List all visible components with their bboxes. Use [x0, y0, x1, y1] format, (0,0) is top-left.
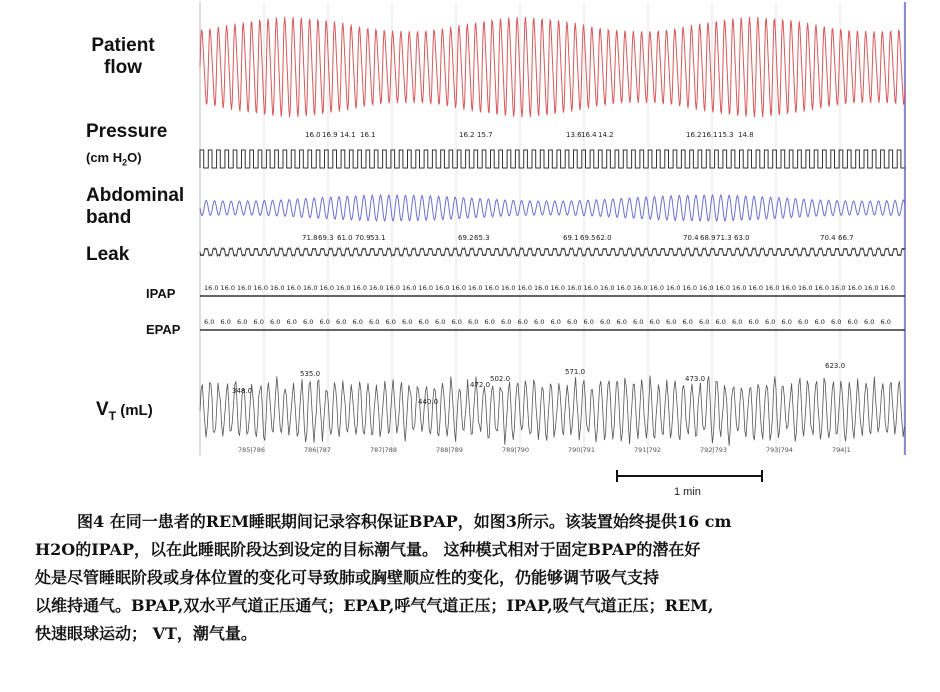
epap-value-label: 6.0	[336, 318, 347, 326]
caption-line-1: 图4 在同一患者的REM睡眠期间记录容积保证BPAP，如图3所示。该装置始终提供16 cm	[77, 512, 732, 531]
epap-value-label: 6.0	[715, 318, 726, 326]
ipap-value-label: 16.0	[501, 284, 516, 292]
ipap-value-label: 16.0	[352, 284, 367, 292]
epap-value-label: 6.0	[583, 318, 594, 326]
epap-value-label: 6.0	[765, 318, 776, 326]
ipap-value-label: 16.0	[864, 284, 879, 292]
patient-flow-label-line1: Patient	[91, 35, 155, 56]
epap-value-label: 6.0	[237, 318, 248, 326]
pressure-unit-label: (cm $H_2O$)	[86, 150, 142, 168]
epap-value-label: 6.0	[616, 318, 627, 326]
ipap-value-label: 16.0	[880, 284, 895, 292]
ipap-value-label: 16.0	[798, 284, 813, 292]
ipap-value-label: 16.0	[468, 284, 483, 292]
abdominal-band-label	[86, 185, 184, 229]
leak-value-label: 61.0	[337, 234, 353, 242]
ipap-value-label: 16.0	[814, 284, 829, 292]
vt-value-label: 440.0	[418, 398, 439, 406]
pressure-value-label: 16.4	[581, 131, 597, 139]
leak-value-label: 71.8	[302, 234, 318, 242]
epap-value-label: 6.0	[864, 318, 875, 326]
epap-value-label: 6.0	[699, 318, 710, 326]
epap-value-label: 6.0	[418, 318, 429, 326]
ipap-value-label: 16.0	[484, 284, 499, 292]
epap-value-label: 6.0	[880, 318, 891, 326]
leak-label: Leak	[86, 244, 130, 265]
ipap-value-label: 16.0	[517, 284, 532, 292]
leak-value-label: 71.3	[716, 234, 732, 242]
abdominal-band-trace	[200, 195, 905, 221]
leak-value-label: 65.3	[474, 234, 490, 242]
leak-value-label: 69.2	[458, 234, 474, 242]
time-mark-label: 786|787	[304, 446, 332, 454]
ipap-value-label: 16.0	[732, 284, 747, 292]
vt-value-label: 473.0	[685, 375, 706, 383]
pressure-value-label: 14.8	[738, 131, 754, 139]
pressure-value-label: 15.7	[477, 131, 493, 139]
epap-value-label: 6.0	[814, 318, 825, 326]
patient-flow-trace	[200, 17, 905, 117]
epap-value-label: 6.0	[600, 318, 611, 326]
leak-value-label: 68.9	[700, 234, 716, 242]
epap-value-label: 6.0	[501, 318, 512, 326]
ipap-value-label: 16.0	[781, 284, 796, 292]
epap-value-label: 6.0	[220, 318, 231, 326]
ipap-value-label: 16.0	[204, 284, 219, 292]
ipap-value-label: 16.0	[748, 284, 763, 292]
ipap-value-label: 16.0	[567, 284, 582, 292]
epap-value-label: 6.0	[385, 318, 396, 326]
epap-value-label: 6.0	[847, 318, 858, 326]
time-mark-label: 791|792	[634, 446, 662, 454]
time-mark-label: 788|789	[436, 446, 464, 454]
epap-value-label: 6.0	[550, 318, 561, 326]
vt-label: $V_T$ (mL)	[96, 399, 153, 423]
leak-value-label: 69.5	[580, 234, 596, 242]
pressure-value-label: 16.1	[360, 131, 376, 139]
ipap-value-label: 16.0	[385, 284, 400, 292]
ipap-value-label: 16.0	[633, 284, 648, 292]
time-mark-label: 790|791	[568, 446, 596, 454]
patient-flow-label-line2: flow	[104, 57, 142, 78]
time-mark-label: 789|790	[502, 446, 530, 454]
leak-value-label: 70.4	[683, 234, 699, 242]
leak-value-label: 69.1	[563, 234, 579, 242]
figure-caption	[35, 508, 915, 648]
pressure-value-label: 16.2	[686, 131, 702, 139]
pressure-value-label: 13.6	[566, 131, 582, 139]
abdominal-label-line1: Abdominal	[86, 185, 185, 206]
epap-value-label: 6.0	[402, 318, 413, 326]
epap-value-label: 6.0	[369, 318, 380, 326]
epap-value-label: 6.0	[732, 318, 743, 326]
ipap-value-label: 16.0	[418, 284, 433, 292]
pressure-value-label: 16.9	[322, 131, 338, 139]
leak-value-label: 66.7	[838, 234, 854, 242]
patient-flow-label	[88, 35, 158, 79]
epap-value-label: 6.0	[352, 318, 363, 326]
leak-value-label: 63.0	[734, 234, 750, 242]
ipap-value-label: 16.0	[649, 284, 664, 292]
ipap-value-label: 16.0	[270, 284, 285, 292]
epap-value-label: 6.0	[204, 318, 215, 326]
caption-line-2: H2O的IPAP，以在此睡眠阶段达到设定的目标潮气量。 这种模式相对于固定BPAP的潜在好	[35, 540, 701, 559]
epap-value-label: 6.0	[798, 318, 809, 326]
leak-value-label: 62.0	[596, 234, 612, 242]
leak-trace	[200, 248, 905, 256]
pressure-value-label: 15.3	[718, 131, 734, 139]
epap-value-label: 6.0	[484, 318, 495, 326]
epap-value-label: 6.0	[319, 318, 330, 326]
epap-value-label: 6.0	[270, 318, 281, 326]
epap-value-label: 6.0	[286, 318, 297, 326]
epap-value-label: 6.0	[468, 318, 479, 326]
caption-line-4: 以维持通气。BPAP,双水平气道正压通气；EPAP,呼气气道正压；IPAP,吸气气道正压；REM,	[35, 596, 714, 615]
epap-value-label: 6.0	[633, 318, 644, 326]
vt-value-label: 535.0	[300, 370, 321, 378]
leak-value-label: 69.3	[318, 234, 334, 242]
caption-line-3: 处是尽管睡眠阶段或身体位置的变化可导致肺或胸壁顺应性的变化，仍能够调节吸气支持	[35, 568, 660, 587]
pressure-label: Pressure	[86, 121, 168, 142]
epap-value-label: 6.0	[253, 318, 264, 326]
ipap-value-label: 16.0	[303, 284, 318, 292]
time-mark-label: 793|794	[766, 446, 794, 454]
ipap-value-label: 16.0	[402, 284, 417, 292]
epap-value-label: 6.0	[666, 318, 677, 326]
time-mark-label: 785|786	[238, 446, 266, 454]
leak-value-label: 70.9	[355, 234, 371, 242]
epap-value-label: 6.0	[748, 318, 759, 326]
pressure-value-label: 16.0	[305, 131, 321, 139]
epap-value-label: 6.0	[682, 318, 693, 326]
ipap-value-label: 16.0	[666, 284, 681, 292]
ipap-value-label: 16.0	[847, 284, 862, 292]
epap-value-label: 6.0	[831, 318, 842, 326]
ipap-value-label: 16.0	[435, 284, 450, 292]
epap-value-label: 6.0	[303, 318, 314, 326]
vt-value-label: 348.0	[232, 387, 253, 395]
ipap-value-label: 16.0	[765, 284, 780, 292]
ipap-value-label: 16.0	[336, 284, 351, 292]
ipap-value-label: 16.0	[451, 284, 466, 292]
epap-value-label: 6.0	[517, 318, 528, 326]
ipap-value-label: 16.0	[699, 284, 714, 292]
pressure-trace	[200, 150, 906, 168]
ipap-value-label: 16.0	[319, 284, 334, 292]
ipap-value-label: 16.0	[715, 284, 730, 292]
time-mark-label: 792|793	[700, 446, 728, 454]
vt-value-label: 571.0	[565, 368, 586, 376]
ipap-value-label: 16.0	[369, 284, 384, 292]
epap-value-label: 6.0	[649, 318, 660, 326]
pressure-value-label: 16.1	[702, 131, 718, 139]
vt-value-label: 623.0	[825, 362, 846, 370]
ipap-value-label: 16.0	[550, 284, 565, 292]
vt-trace	[200, 376, 904, 446]
epap-value-label: 6.0	[451, 318, 462, 326]
leak-value-label: 70.4	[820, 234, 836, 242]
pressure-value-label: 14.1	[340, 131, 356, 139]
leak-value-label: 53.1	[370, 234, 386, 242]
ipap-value-label: 16.0	[616, 284, 631, 292]
ipap-value-label: 16.0	[682, 284, 697, 292]
time-mark-label: 794|1	[832, 446, 851, 454]
epap-value-label: 6.0	[534, 318, 545, 326]
ipap-value-label: 16.0	[600, 284, 615, 292]
caption-line-5: 快速眼球运动； VT，潮气量。	[35, 624, 257, 643]
ipap-value-label: 16.0	[286, 284, 301, 292]
ipap-value-label: 16.0	[534, 284, 549, 292]
vt-value-label: 472.0	[470, 381, 491, 389]
epap-value-label: 6.0	[567, 318, 578, 326]
ipap-label: IPAP	[146, 286, 176, 301]
scalebar-label: 1 min	[674, 486, 701, 498]
ipap-value-label: 16.0	[831, 284, 846, 292]
ipap-value-label: 16.0	[253, 284, 268, 292]
ipap-value-label: 16.0	[220, 284, 235, 292]
epap-value-label: 6.0	[435, 318, 446, 326]
time-mark-label: 787|788	[370, 446, 398, 454]
abdominal-label-line2: band	[86, 207, 132, 228]
pressure-value-label: 14.2	[598, 131, 614, 139]
ipap-value-label: 16.0	[583, 284, 598, 292]
vt-value-label: 502.0	[490, 375, 511, 383]
ipap-value-label: 16.0	[237, 284, 252, 292]
epap-label: EPAP	[146, 322, 181, 337]
pressure-value-label: 16.2	[459, 131, 475, 139]
epap-value-label: 6.0	[781, 318, 792, 326]
